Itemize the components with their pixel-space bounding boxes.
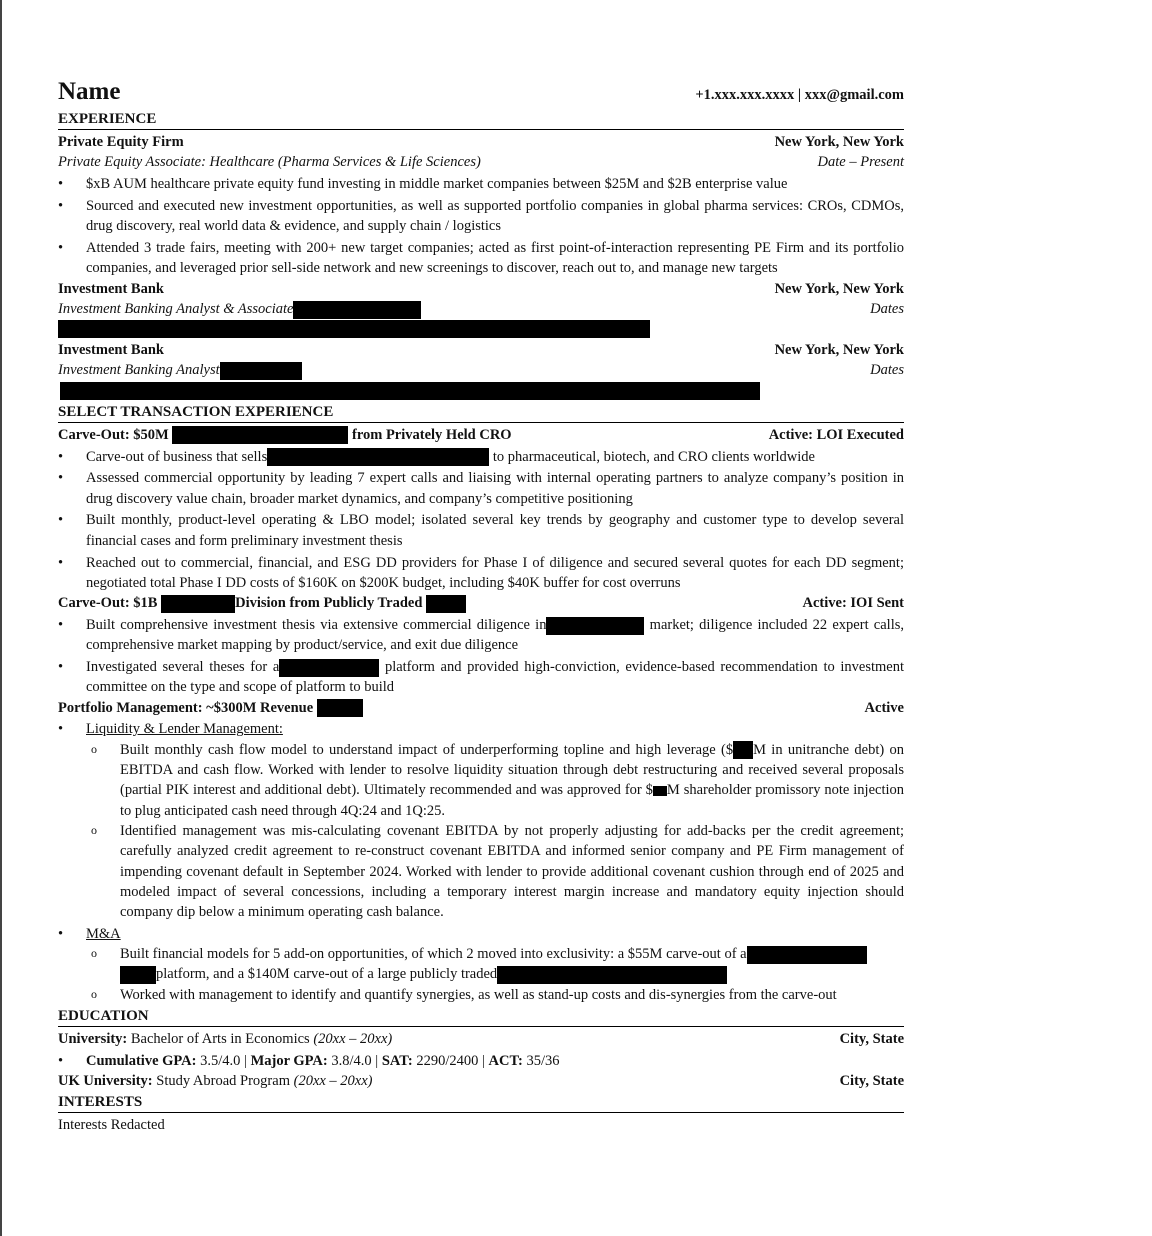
school-name: UK University:	[58, 1073, 153, 1090]
subsection-label: M&A	[86, 925, 121, 942]
education-location: City, State	[839, 1073, 904, 1090]
redaction-block	[172, 426, 348, 444]
redaction-block	[426, 595, 466, 613]
bullet	[58, 657, 904, 698]
deal-title	[58, 593, 466, 613]
bullet	[58, 615, 904, 656]
sub-bullet-group	[58, 740, 904, 923]
bullet: • Reached out to commercial, financial, and ESG DD providers for Phase I of diligence and secured several quotes for each DD segment; negotiated total Phase I DD costs of $160K on $200K budget, including $40K buffer for cost overruns	[58, 553, 904, 594]
score-label: SAT:	[381, 1052, 413, 1069]
deal-status: Active	[864, 699, 904, 716]
redaction-block	[161, 595, 235, 613]
education-entry	[58, 1071, 904, 1091]
separator: |	[375, 1052, 379, 1069]
bullet	[58, 447, 904, 467]
redaction-block	[293, 301, 421, 319]
redaction-block	[317, 699, 363, 717]
redaction-block	[747, 946, 867, 964]
score-label: ACT:	[488, 1052, 523, 1069]
degree: Bachelor of Arts in Economics	[130, 1031, 310, 1048]
job-location: New York, New York	[774, 280, 904, 297]
deal-status: Active: LOI Executed	[768, 426, 904, 443]
sub-bullet: o Identified management was mis-calculating covenant EBITDA by not properly adjusting for add-backs per the credit agreement; carefully analyzed credit agreement to re-construct covenant EBITDA and informed senior company and PE Firm management of impending covenant default in September 2024. Worked with lender to provide additional covenant cushion through end of 2025 and modeled impact of several concessions, including a temporary interest margin increase and mandatory equity injection should company dip below a minimum operating cash balance.	[58, 821, 904, 922]
separator: |	[481, 1052, 485, 1069]
resume-page	[58, 76, 904, 1136]
score-value: 3.8/4.0	[331, 1052, 372, 1069]
job-subheader	[58, 360, 904, 380]
bullet: • Sourced and executed new investment opportunities, as well as supported portfolio companies in global pharma services: CROs, CDMOs, drug discovery, real world data & evidence, and supply chain / logistics	[58, 196, 904, 237]
degree: Study Abroad Program	[156, 1073, 290, 1090]
job-header	[58, 132, 904, 152]
sub-bullet-group	[58, 944, 904, 1005]
sub-bullets	[58, 944, 904, 1005]
bullet	[58, 719, 904, 739]
deal-header	[58, 425, 904, 445]
section-interests: INTERESTS	[58, 1092, 904, 1113]
bullet: • Attended 3 trade fairs, meeting with 200+ new target companies; acted as first point-of-interaction representing PE Firm and its portfolio companies, and leveraged prior sell-side network and new screenings to discover, reach out to, and manage new targets	[58, 238, 904, 279]
job-title-wrap	[58, 299, 421, 319]
sub-bullet	[58, 944, 904, 985]
scores-line	[58, 1051, 904, 1071]
deal-title-part: Portfolio Management: ~$300M Revenue	[58, 699, 314, 716]
redaction-block	[733, 741, 753, 759]
resume-header	[58, 76, 904, 108]
redaction-block	[546, 617, 644, 635]
deal-title-part: Division from Publicly Traded	[235, 595, 423, 612]
bullet-text: market; diligence included 22 expert calls, comprehensive market mapping by product/service, and exit due diligence	[86, 616, 905, 654]
deal-title-part: Carve-Out: $50M	[58, 426, 169, 443]
bullet-text: Carve-out of business that sells	[86, 448, 268, 465]
school-name: University:	[58, 1031, 128, 1048]
job-dates: Date – Present	[817, 154, 904, 171]
job-dates: Dates	[870, 300, 904, 317]
deal-title	[58, 698, 363, 718]
deal-title-part: Carve-Out: $1B	[58, 595, 158, 612]
separator: |	[244, 1052, 247, 1069]
deal-bullets	[58, 719, 904, 1005]
redaction-block	[267, 448, 489, 466]
bullet	[58, 924, 904, 944]
deal-status: Active: IOI Sent	[802, 595, 904, 612]
deal-title	[58, 425, 512, 445]
redaction-block	[653, 786, 667, 796]
redaction-block	[120, 966, 156, 984]
sub-bullet	[58, 740, 904, 821]
job-title: Investment Banking Analyst	[58, 362, 220, 379]
deal-bullets	[58, 447, 904, 594]
score-value: 35/36	[526, 1052, 560, 1069]
education-dates: (20xx – 20xx)	[293, 1073, 373, 1090]
bullet: • $xB AUM healthcare private equity fund investing in middle market companies between $25M and $2B enterprise value	[58, 174, 904, 194]
job-org: Investment Bank	[58, 342, 164, 359]
redaction-block	[58, 320, 650, 338]
section-experience: EXPERIENCE	[58, 109, 904, 130]
score-value: 2290/2400	[416, 1052, 479, 1069]
bullet-text: platform and provided high-conviction, evidence-based recommendation to investment committee on the type and scope of platform to build	[86, 659, 905, 696]
job-title-wrap	[58, 360, 302, 380]
job-header	[58, 340, 904, 360]
bullet-text: M shareholder promissory note injection to plug anticipated cash need through 4Q:24 and 1Q:25.	[120, 782, 905, 819]
bullet-text: Built financial models for 5 add-on opportunities, of which 2 moved into exclusivity: a $55M carve-out of a	[120, 946, 747, 963]
education-school	[58, 1071, 373, 1091]
education-entry	[58, 1029, 904, 1049]
education-school	[58, 1029, 392, 1049]
deal-bullets	[58, 615, 904, 698]
redaction-block	[60, 382, 760, 400]
score-label: Cumulative GPA:	[86, 1052, 197, 1069]
job-location: New York, New York	[774, 342, 904, 359]
job-title: Private Equity Associate: Healthcare (Pharma Services & Life Sciences)	[58, 154, 481, 171]
deal-header	[58, 698, 904, 718]
job-org: Private Equity Firm	[58, 134, 184, 150]
candidate-name: Name	[58, 78, 121, 105]
bullet-text: platform, and a $140M carve-out of a large publicly traded	[156, 966, 498, 983]
deal-header	[58, 593, 904, 613]
education-bullets	[58, 1051, 904, 1071]
bullet-text: to pharmaceutical, biotech, and CRO clients worldwide	[492, 448, 815, 465]
subsection-label: Liquidity & Lender Management:	[86, 721, 283, 738]
page-left-border	[0, 0, 2, 1236]
job-title: Investment Banking Analyst & Associate	[58, 300, 294, 317]
sub-bullet: o Worked with management to identify and quantify synergies, as well as stand-up costs and dis-synergies from the carve-out	[58, 985, 904, 1005]
interests-text: Interests Redacted	[58, 1117, 165, 1134]
job-dates: Dates	[870, 362, 904, 379]
section-education: EDUCATION	[58, 1006, 904, 1027]
contact-info: +1.xxx.xxx.xxxx | xxx@gmail.com	[695, 87, 904, 103]
bullet-text: M in unitranche debt) on EBITDA and cash flow. Worked with lender to resolve liquidity situation through debt restructuring and received several proposals (partial PIK interest and additional debt). Ultimately recommended and was approved for $	[120, 741, 904, 799]
score-label: Major GPA:	[250, 1052, 328, 1069]
job-header	[58, 279, 904, 299]
redaction-block	[497, 966, 727, 984]
job-subheader	[58, 152, 904, 172]
bullet-text: Built monthly cash flow model to understand impact of underperforming topline and high leverage ($	[120, 741, 734, 758]
bullet-text: Built comprehensive investment thesis via extensive commercial diligence in	[86, 616, 547, 633]
bullet-text: Investigated several theses for a	[86, 659, 280, 676]
bullet: • Assessed commercial opportunity by leading 7 expert calls and liaising with internal operating partners to analyze company’s position in drug discovery value chain, broader market dynamics, and company’s competitive positioning	[58, 468, 904, 509]
education-dates: (20xx – 20xx)	[313, 1031, 393, 1048]
redaction-block	[220, 362, 302, 380]
job-org: Investment Bank	[58, 280, 164, 297]
section-transactions: SELECT TRANSACTION EXPERIENCE	[58, 402, 904, 423]
education-location: City, State	[839, 1031, 904, 1048]
sub-bullets	[58, 740, 904, 923]
job-location: New York, New York	[774, 134, 904, 150]
score-value: 3.5/4.0	[200, 1052, 241, 1069]
bullet: • Built monthly, product-level operating & LBO model; isolated several key trends by geography and customer type to develop several financial cases and form preliminary investment thesis	[58, 510, 904, 551]
job-bullets	[58, 174, 904, 278]
redaction-block	[279, 659, 379, 677]
job-subheader	[58, 299, 904, 319]
deal-title-part: from Privately Held CRO	[351, 426, 512, 443]
